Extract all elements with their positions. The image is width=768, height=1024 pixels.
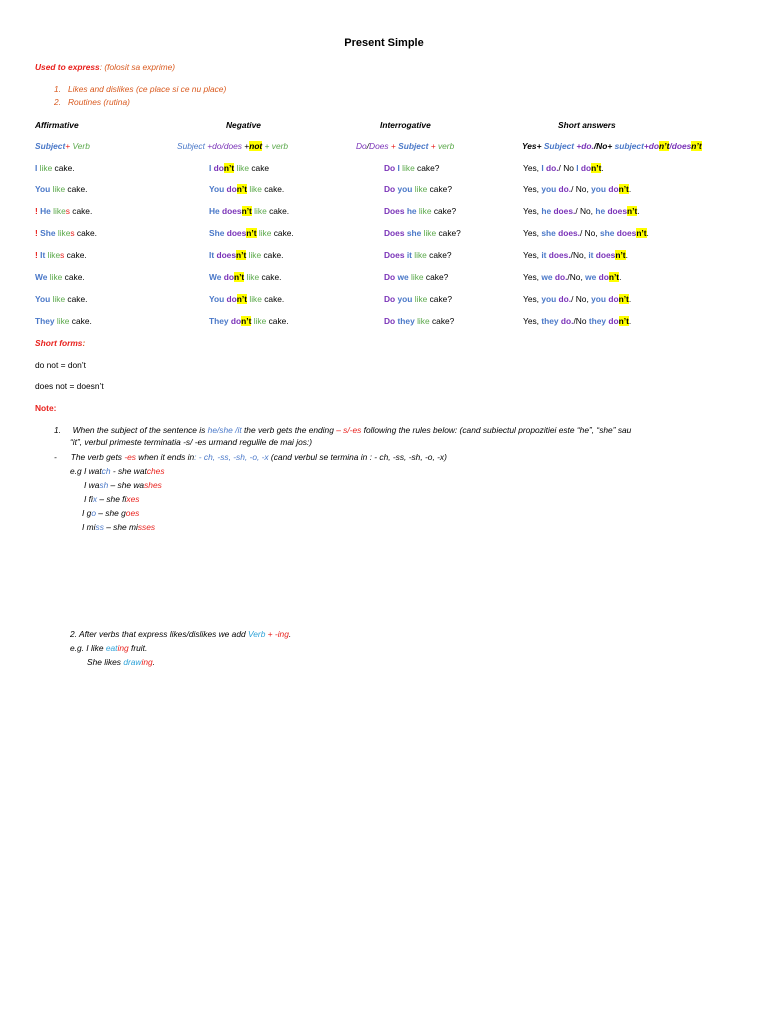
negative-cell: I don’t like cake	[209, 163, 270, 173]
example-eating: e.g. I like eating fruit.	[70, 643, 148, 653]
affirmative-cell: They like cake.	[35, 316, 92, 326]
short-answer-cell: Yes, we do./No, we don’t.	[523, 272, 622, 282]
example-watch: e.g I watch - she watches	[70, 466, 165, 476]
affirmative-cell: I like cake.	[35, 163, 75, 173]
negative-cell: They don’t like cake.	[209, 316, 289, 326]
formula-interrogative: Do/Does + Subject + verb	[356, 141, 455, 151]
negative-cell: It doesn’t like cake.	[209, 250, 284, 260]
note-point-2: 2. After verbs that express likes/dislikes we add Verb + -ing.	[70, 629, 292, 639]
negative-cell: You don’t like cake.	[209, 294, 285, 304]
example-fix: I fix – she fixes	[84, 494, 140, 504]
note-point-1: 1. When the subject of the sentence is he/she /it the verb gets the ending – s/-es following the rules below: (cand subiectul propozitiei este “he”, “she” sau	[54, 425, 632, 435]
short-answer-cell: Yes, they do./No they don’t.	[523, 316, 632, 326]
example-drawing: She likes drawing.	[87, 657, 155, 667]
affirmative-cell: You like cake.	[35, 294, 88, 304]
note-point-dash: - The verb gets -es when it ends in: - ch, -ss, -sh, -o, -x (cand verbul se termina in : - ch, -ss, -sh, -o, -x)	[54, 452, 447, 462]
page-title: Present Simple	[344, 37, 424, 49]
interrogative-cell: Do you like cake?	[384, 184, 452, 194]
affirmative-cell: ! He likes cake.	[35, 206, 93, 216]
used-to-express: Used to express: (folosit sa exprime)	[35, 62, 176, 72]
short-form-2: does not = doesn’t	[35, 381, 104, 391]
example-miss: I miss – she misses	[82, 522, 156, 532]
negative-cell: She doesn’t like cake.	[209, 228, 294, 238]
formula-negative: Subject +do/does +not + verb	[177, 141, 289, 151]
short-answer-cell: Yes, she does./ No, she doesn’t.	[523, 228, 649, 238]
short-answer-cell: Yes, he does./ No, he doesn’t.	[523, 206, 640, 216]
affirmative-cell: You like cake.	[35, 184, 88, 194]
affirmative-cell: ! She likes cake.	[35, 228, 97, 238]
short-answer-cell: Yes, you do./ No, you don’t.	[523, 294, 632, 304]
interrogative-cell: Do they like cake?	[384, 316, 455, 326]
note-label: Note:	[35, 403, 57, 413]
affirmative-cell: ! It likes cake.	[35, 250, 87, 260]
interrogative-cell: Does she like cake?	[384, 228, 461, 238]
affirmative-cell: We like cake.	[35, 272, 85, 282]
short-answer-cell: Yes, you do./ No, you don’t.	[523, 184, 632, 194]
use-item-1: 1. Likes and dislikes (ce place si ce nu place)	[54, 84, 227, 94]
header-affirmative: Affirmative	[35, 120, 79, 130]
negative-cell: He doesn’t like cake.	[209, 206, 290, 216]
header-interrogative: Interrogative	[380, 120, 431, 130]
interrogative-cell: Do I like cake?	[384, 163, 440, 173]
interrogative-cell: Does it like cake?	[384, 250, 452, 260]
interrogative-cell: Does he like cake?	[384, 206, 457, 216]
formula-affirmative: Subject+ Verb	[35, 141, 90, 151]
use-item-2: 2. Routines (rutina)	[54, 97, 130, 107]
header-negative: Negative	[226, 120, 261, 130]
interrogative-cell: Do you like cake?	[384, 294, 452, 304]
note-point-1-line-2: “it”, verbul primeste terminatia -s/ -es urmand regulile de mai jos:)	[70, 437, 313, 447]
header-short-answers: Short answers	[558, 120, 616, 130]
short-forms-label: Short forms:	[35, 338, 86, 348]
interrogative-cell: Do we like cake?	[384, 272, 449, 282]
example-wash: I wash – she washes	[84, 480, 162, 490]
negative-cell: We don’t like cake.	[209, 272, 282, 282]
formula-short-answers: Yes+ Subject +do./No+ subject+don’t/doesn’t	[522, 141, 702, 151]
short-answer-cell: Yes, I do./ No I don’t.	[523, 163, 604, 173]
example-go: I go – she goes	[82, 508, 140, 518]
short-form-1: do not = don’t	[35, 360, 86, 370]
short-answer-cell: Yes, it does./No, it doesn’t.	[523, 250, 628, 260]
negative-cell: You don’t like cake.	[209, 184, 285, 194]
